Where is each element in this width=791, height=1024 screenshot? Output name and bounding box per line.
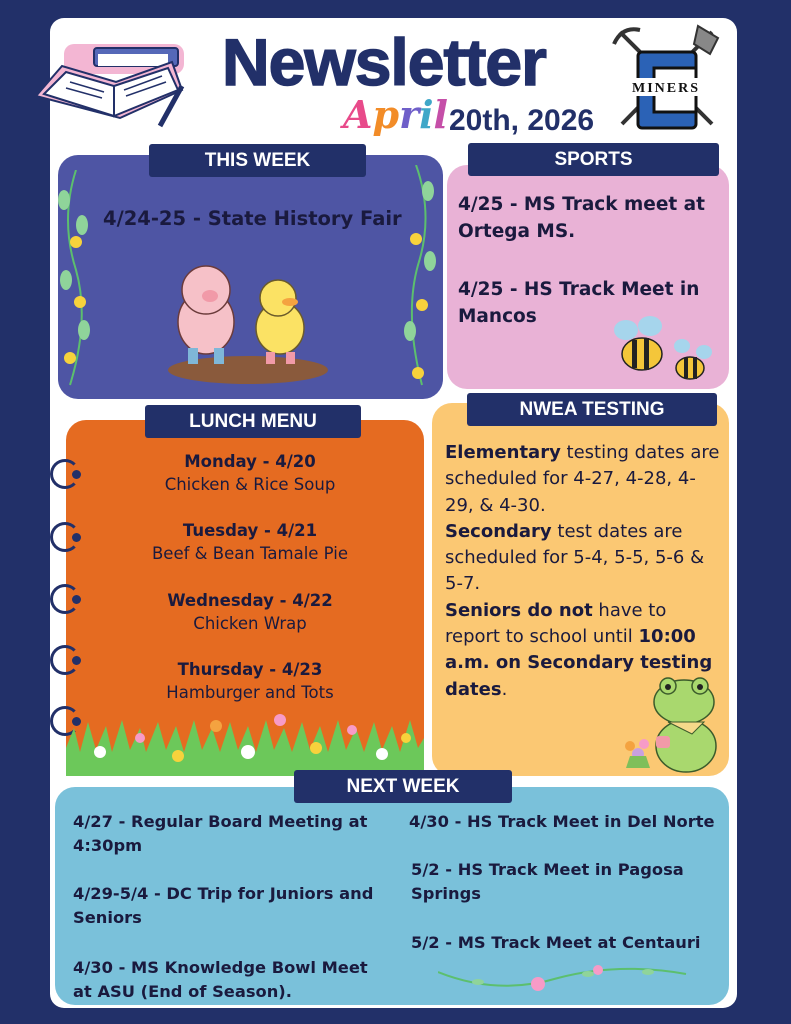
- sports-item: 4/25 - MS Track meet at Ortega MS.: [458, 194, 705, 242]
- lunch-day: Tuesday - 4/21: [182, 521, 318, 540]
- miners-logo: [612, 24, 720, 140]
- lunch-food: Beef & Bean Tamale Pie: [151, 544, 349, 563]
- this-week-heading: THIS WEEK: [149, 144, 366, 177]
- seniors-end: .: [501, 678, 508, 700]
- book-illustration: [32, 36, 192, 140]
- next-week-item: 4/30 - MS Knowledge Bowl Meet at ASU (End of Season).: [73, 958, 368, 1001]
- lunch-menu-heading: LUNCH MENU: [145, 405, 361, 438]
- flower-vine-right-icon: [402, 165, 438, 390]
- flower-vine-icon: [438, 960, 688, 998]
- frog-illustration: [616, 672, 720, 774]
- next-week-heading: NEXT WEEK: [294, 770, 512, 803]
- nwea-testing-text: [445, 440, 720, 703]
- bees-illustration: [610, 312, 714, 384]
- next-week-item: 4/29-5/4 - DC Trip for Juniors and Seniors: [73, 884, 374, 927]
- sports-heading: SPORTS: [468, 143, 719, 176]
- issue-date: 20th, 2026: [449, 104, 595, 137]
- next-week-item: 5/2 - MS Track Meet at Centauri: [411, 933, 701, 952]
- newsletter-title: Newsletter: [222, 25, 546, 99]
- seniors-time: 10:00 a.m. on Secondary testing dates: [445, 626, 713, 700]
- seniors-text: have to report to school until: [445, 599, 667, 648]
- next-week-item: 4/27 - Regular Board Meeting at 4:30pm: [73, 812, 368, 855]
- lunch-food: Chicken & Rice Soup: [164, 475, 336, 494]
- grass-flowers-illustration: [66, 708, 424, 776]
- lunch-item: [80, 451, 420, 497]
- next-week-item: 5/2 - HS Track Meet in Pagosa Springs: [411, 860, 684, 903]
- elementary-text: testing dates are scheduled for 4-27, 4-28, 4-29, & 4-30.: [445, 442, 720, 516]
- lunch-food: Chicken Wrap: [193, 614, 307, 633]
- elementary-label: Elementary: [445, 442, 561, 463]
- lunch-day: Thursday - 4/23: [177, 660, 323, 679]
- secondary-label: Secondary: [445, 520, 552, 542]
- nwea-testing-heading: NWEA TESTING: [467, 393, 717, 426]
- this-week-item: 4/24-25 - State History Fair: [103, 207, 402, 230]
- lunch-item: [80, 659, 420, 705]
- lunch-food: Hamburger and Tots: [166, 683, 334, 702]
- pig-and-duck-illustration: [162, 252, 332, 392]
- seniors-label: Seniors do not: [445, 599, 593, 621]
- lunch-day: Monday - 4/20: [184, 452, 316, 471]
- lunch-day: Wednesday - 4/22: [167, 591, 333, 610]
- svg-text:MINERS: MINERS: [631, 81, 701, 96]
- secondary-text: test dates are scheduled for 5-4, 5-5, 5-6 & 5-7.: [445, 520, 705, 595]
- flower-vine-left-icon: [56, 170, 90, 390]
- lunch-item: [80, 590, 420, 636]
- next-week-item: 4/30 - HS Track Meet in Del Norte: [409, 812, 715, 831]
- lunch-item: [80, 520, 420, 566]
- month-label: April: [343, 92, 448, 137]
- sports-item: 4/25 - HS Track Meet in Mancos: [458, 279, 700, 327]
